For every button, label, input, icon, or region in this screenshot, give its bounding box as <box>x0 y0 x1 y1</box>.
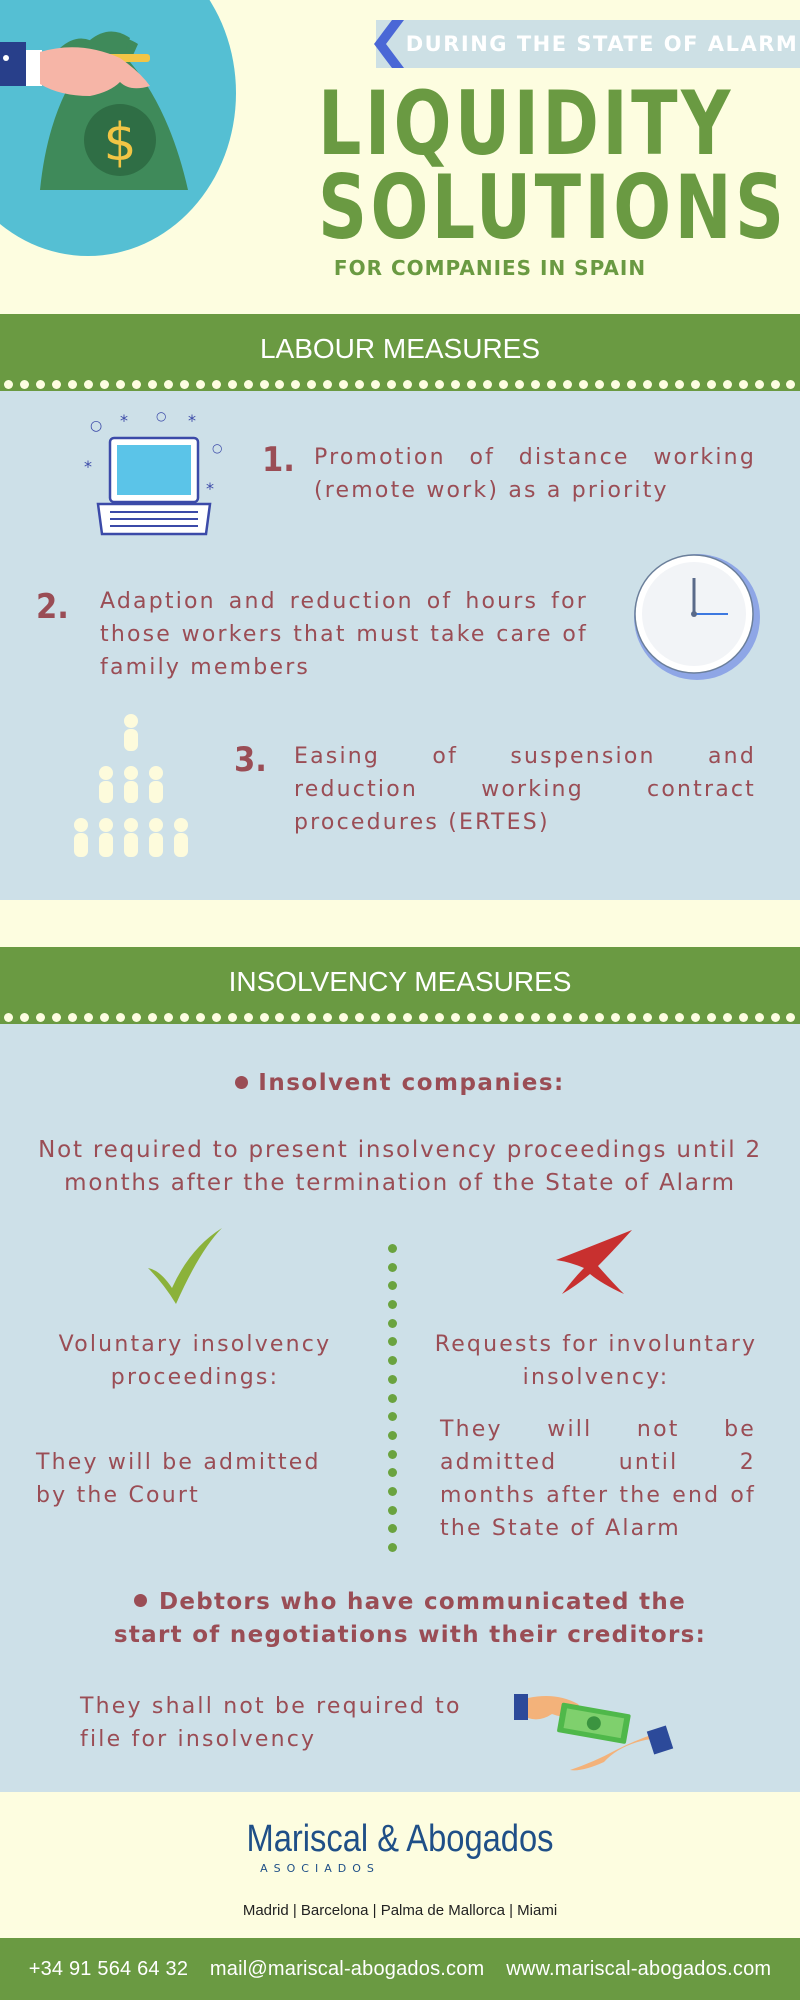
labour-item-text: Easing of suspension and reduction working contract procedures (ERTES) <box>294 744 756 835</box>
footer-email[interactable]: mail@mariscal-abogados.com <box>209 1958 485 1980</box>
divider-dot <box>20 1013 29 1022</box>
divider-dot <box>260 1013 269 1022</box>
divider-dot <box>739 1013 748 1022</box>
divider-dot <box>755 1013 764 1022</box>
divider-dot <box>595 1013 604 1022</box>
divider-dot <box>499 1013 508 1022</box>
divider-dot <box>116 380 125 389</box>
divider-dot <box>755 380 764 389</box>
svg-text:$: $ <box>103 113 137 173</box>
divider-dot <box>611 1013 620 1022</box>
divider-dot <box>148 380 157 389</box>
cross-icon <box>552 1226 636 1296</box>
divider-dot <box>275 380 284 389</box>
money-bag-hand-icon <box>0 0 240 200</box>
divider-dot <box>291 380 300 389</box>
divider-dot <box>52 380 61 389</box>
divider-dot <box>451 380 460 389</box>
svg-text:*: * <box>206 479 214 498</box>
divider-dot <box>387 1013 396 1022</box>
divider-dot <box>68 1013 77 1022</box>
column-divider <box>386 1244 398 1552</box>
divider-dot <box>467 1013 476 1022</box>
divider-dot <box>435 380 444 389</box>
labour-item-text: Promotion of distance working (remote work) as a priority <box>314 445 756 503</box>
divider-dot <box>786 380 795 389</box>
divider-dot <box>419 380 428 389</box>
divider-dot <box>707 380 716 389</box>
divider-dot <box>260 380 269 389</box>
title-line-1: LIQUIDITY <box>318 72 734 175</box>
divider-dot <box>515 380 524 389</box>
divider-dot <box>180 380 189 389</box>
divider-dot <box>771 1013 780 1022</box>
divider-dot <box>164 1013 173 1022</box>
labour-item-text: Adaption and reduction of hours for those workers that must take care of family members <box>100 589 588 680</box>
divider-dot <box>52 1013 61 1022</box>
divider-dot <box>483 1013 492 1022</box>
brand-cities: Madrid | Barcelona | Palma de Mallorca | Miami <box>242 1902 558 1919</box>
footer-contacts <box>0 1938 800 2000</box>
bullet-dot <box>235 1076 248 1089</box>
divider-dot <box>244 380 253 389</box>
involuntary-title: Requests for involuntary insolvency: <box>434 1332 758 1390</box>
svg-text:○: ○ <box>212 441 223 455</box>
divider-dot <box>627 380 636 389</box>
divider-dot <box>435 1013 444 1022</box>
tagline: DURING THE STATE OF ALARM <box>405 32 799 56</box>
item-number: 1. <box>262 440 295 480</box>
divider-dot <box>68 380 77 389</box>
divider-dot <box>84 380 93 389</box>
brand-sub: ASOCIADOS <box>260 1862 380 1875</box>
divider-dot <box>371 380 380 389</box>
divider-dot <box>515 1013 524 1022</box>
bullet-title: Insolvent companies: <box>258 1070 565 1096</box>
divider-dot <box>691 1013 700 1022</box>
people-pyramid-icon <box>70 712 194 864</box>
bullet-insolvent-companies <box>0 1070 800 1096</box>
labour-heading: LABOUR MEASURES <box>0 314 800 384</box>
voluntary-text: They will be admitted by the Court <box>36 1450 321 1508</box>
divider-dot <box>228 380 237 389</box>
divider-dot <box>339 1013 348 1022</box>
item-number: 2. <box>36 587 69 627</box>
bullet-debtors <box>100 1586 720 1652</box>
divider-dot <box>20 380 29 389</box>
divider-dot <box>275 1013 284 1022</box>
footer-phone[interactable]: +34 91 564 64 32 <box>28 1958 189 1980</box>
divider-dot <box>36 1013 45 1022</box>
divider-dot <box>595 380 604 389</box>
divider-dot <box>212 380 221 389</box>
dotted-divider <box>0 1010 800 1024</box>
footer-website[interactable]: www.mariscal-abogados.com <box>506 1958 772 1980</box>
divider-dot <box>196 380 205 389</box>
divider-dot <box>403 1013 412 1022</box>
check-icon <box>146 1226 224 1306</box>
divider-dot <box>643 380 652 389</box>
divider-dot <box>387 380 396 389</box>
brand-name: Mariscal & Abogados <box>246 1818 554 1860</box>
divider-dot <box>4 1013 13 1022</box>
divider-dot <box>307 1013 316 1022</box>
divider-dot <box>627 1013 636 1022</box>
divider-dot <box>771 380 780 389</box>
divider-dot <box>116 1013 125 1022</box>
divider-dot <box>675 1013 684 1022</box>
divider-dot <box>499 380 508 389</box>
involuntary-text: They will not be admitted until 2 months after the end of the State of Alarm <box>440 1417 756 1541</box>
divider-dot <box>228 1013 237 1022</box>
divider-dot <box>212 1013 221 1022</box>
svg-text:*: * <box>120 411 128 430</box>
divider-dot <box>307 380 316 389</box>
svg-text:○: ○ <box>90 418 103 434</box>
divider-dot <box>786 1013 795 1022</box>
divider-dot <box>323 380 332 389</box>
divider-dot <box>355 380 364 389</box>
divider-dot <box>291 1013 300 1022</box>
bullet-dot <box>134 1594 147 1607</box>
divider-dot <box>579 380 588 389</box>
divider-dot <box>196 1013 205 1022</box>
divider-dot <box>100 380 109 389</box>
divider-dot <box>563 380 572 389</box>
divider-dot <box>611 380 620 389</box>
divider-dot <box>323 1013 332 1022</box>
svg-text:*: * <box>188 411 196 430</box>
divider-dot <box>132 1013 141 1022</box>
divider-dot <box>531 380 540 389</box>
divider-dot <box>563 1013 572 1022</box>
divider-dot <box>403 380 412 389</box>
divider-dot <box>419 1013 428 1022</box>
divider-dot <box>691 380 700 389</box>
divider-dot <box>84 1013 93 1022</box>
voluntary-title: Voluntary insolvency proceedings: <box>58 1332 332 1390</box>
divider-dot <box>355 1013 364 1022</box>
svg-text:*: * <box>84 457 92 476</box>
divider-dot <box>739 380 748 389</box>
divider-dot <box>547 1013 556 1022</box>
divider-dot <box>36 380 45 389</box>
insolvency-heading: INSOLVENCY MEASURES <box>0 947 800 1017</box>
laptop-icon <box>84 408 228 540</box>
insolvent-companies-text: Not required to present insolvency proceedings until 2 months after the termination of the State of Alarm <box>38 1137 762 1196</box>
divider-dot <box>707 1013 716 1022</box>
divider-dot <box>100 1013 109 1022</box>
divider-dot <box>132 380 141 389</box>
divider-dot <box>531 1013 540 1022</box>
divider-dot <box>451 1013 460 1022</box>
divider-dot <box>339 380 348 389</box>
divider-dot <box>547 380 556 389</box>
money-handover-icon <box>512 1688 674 1776</box>
dotted-divider <box>0 377 800 391</box>
divider-dot <box>371 1013 380 1022</box>
svg-text:○: ○ <box>156 409 167 423</box>
divider-dot <box>467 380 476 389</box>
divider-dot <box>483 380 492 389</box>
divider-dot <box>180 1013 189 1022</box>
chevron-left-icon <box>374 20 404 68</box>
divider-dot <box>244 1013 253 1022</box>
divider-dot <box>723 1013 732 1022</box>
divider-dot <box>579 1013 588 1022</box>
debtors-text: They shall not be required to file for insolvency <box>80 1694 462 1752</box>
divider-dot <box>643 1013 652 1022</box>
divider-dot <box>723 380 732 389</box>
bullet-title: Debtors who have communicated the start of negotiations with their creditors: <box>113 1589 707 1648</box>
title-line-2: SOLUTIONS <box>318 156 788 259</box>
item-number: 3. <box>234 740 267 780</box>
divider-dot <box>675 380 684 389</box>
divider-dot <box>4 380 13 389</box>
divider-dot <box>148 1013 157 1022</box>
divider-dot <box>659 1013 668 1022</box>
clock-icon <box>632 552 762 682</box>
subtitle: FOR COMPANIES IN SPAIN <box>333 256 647 280</box>
divider-dot <box>659 380 668 389</box>
divider-dot <box>164 380 173 389</box>
